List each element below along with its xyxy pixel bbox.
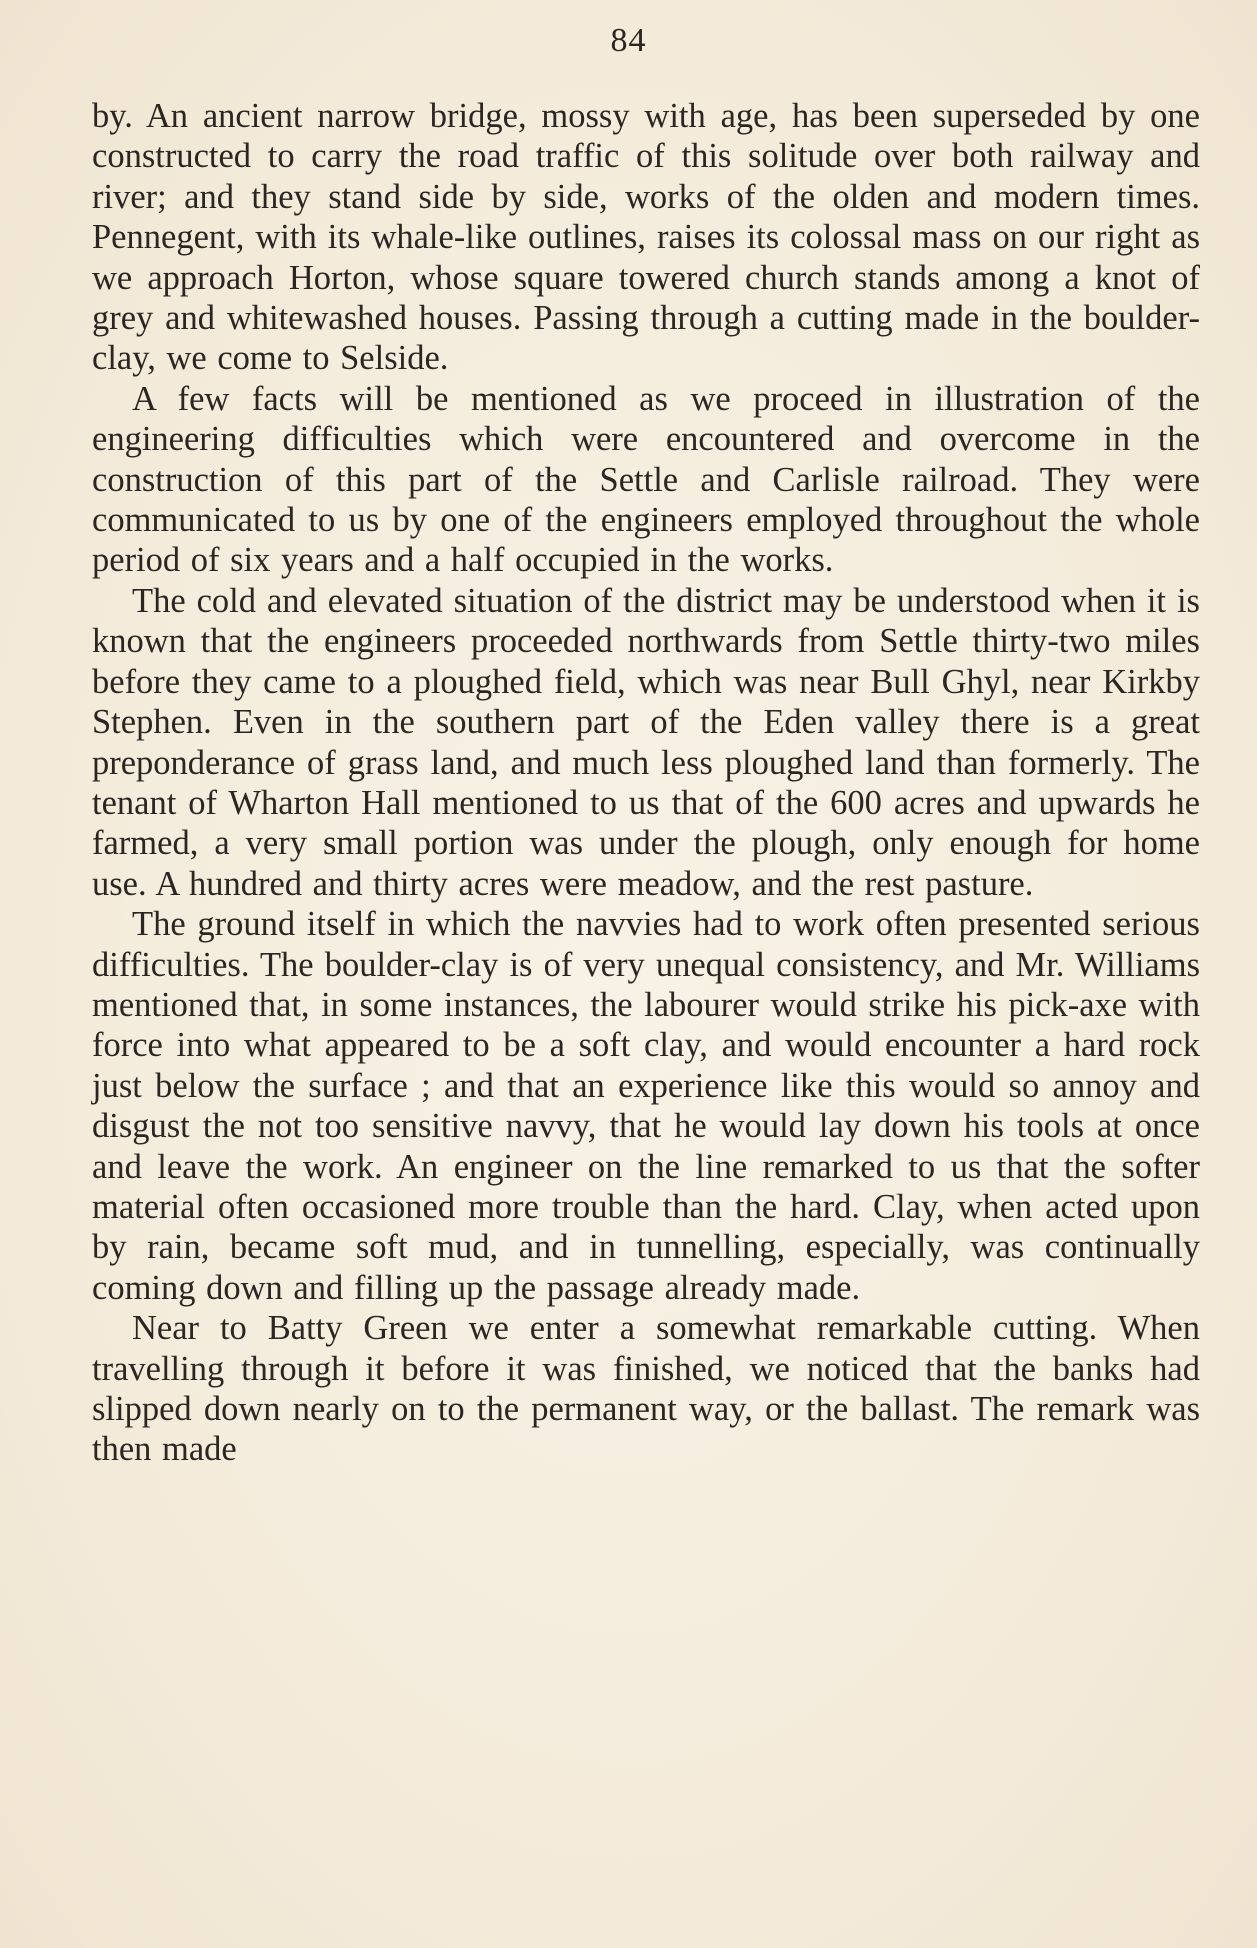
- paragraph-5: Near to Batty Green we enter a somewhat remarkable cutting. When travelling through it before it was finished, we noticed that the banks had slipped down nearly on to the permanent way, or the ballast. The remark was then made: [92, 1309, 1200, 1469]
- paragraph-4: The ground itself in which the navvies had to work often presented serious difficulties. The boulder-clay is of very unequal consistency, and Mr. Williams mentioned that, in some instances, the labourer would strike his pick-axe with force into what appeared to be a soft clay, and would encounter a hard rock just below the surface ; and that an experience like this would so annoy and disgust the not too sensitive navvy, that he would lay down his tools at once and leave the work. An engineer on the line remarked to us that the softer material often occasioned more trouble than the hard. Clay, when acted upon by rain, became soft mud, and in tunnelling, especially, was continually coming down and filling up the passage already made.: [92, 905, 1200, 1307]
- page-number: 84: [610, 22, 647, 59]
- paragraph-2: A few facts will be mentioned as we proceed in illustration of the engineering difficulties which were encountered and overcome in the construction of this part of the Settle and Carlisle railroad. They were communicated to us by one of the engineers employed throughout the whole period of six years and a half occupied in the works.: [92, 379, 1200, 580]
- paragraph-3: The cold and elevated situation of the district may be understood when it is known that the engineers proceeded northwards from Settle thirty-two miles before they came to a ploughed field, which was near Bull Ghyl, near Kirkby Stephen. Even in the southern part of the Eden valley there is a great preponderance of grass land, and much less ploughed land than formerly. The tenant of Wharton Hall mentioned to us that of the 600 acres and upwards he farmed, a very small portion was under the plough, only enough for home use. A hundred and thirty acres were meadow, and the rest pasture.: [92, 581, 1200, 903]
- body-text: [92, 96, 1200, 1470]
- paragraph-1: by. An ancient narrow bridge, mossy with age, has been superseded by one constructed to carry the road traffic of this solitude over both railway and river; and they stand side by side, works of the olden and modern times. Pennegent, with its whale-like outlines, raises its colossal mass on our right as we approach Horton, whose square towered church stands among a knot of grey and whitewashed houses. Passing through a cutting made in the boulder-clay, we come to Selside.: [92, 97, 1200, 378]
